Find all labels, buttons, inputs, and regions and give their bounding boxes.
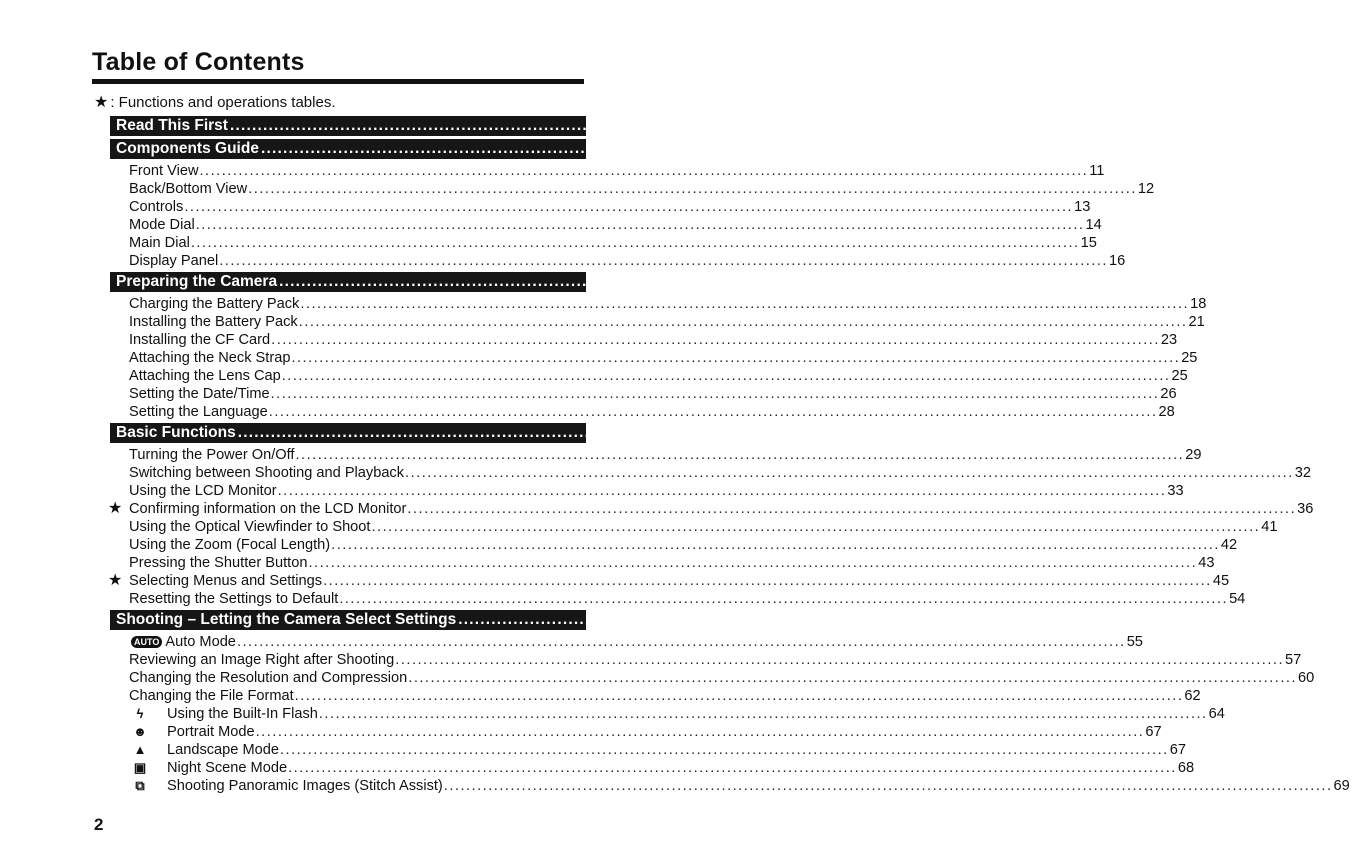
entry-title: Switching between Shooting and Playback [129,465,405,481]
entry-page-number: 13 [1074,199,1091,215]
toc-entry-row [129,180,1155,198]
dot-leader: ................................................................................................................................................................ [277,483,1167,499]
toc-entry[interactable] [0,651,1302,669]
entry-page-number: 67 [1169,742,1186,758]
table-of-contents [0,114,1358,795]
toc-entry[interactable] [0,759,1195,777]
dot-leader: ................................................................................................................................................................ [248,181,1137,197]
entry-title: Night Scene Mode [167,760,288,776]
entry-title: Selecting Menus and Settings [129,573,323,589]
entry-page-number: 16 [1108,253,1126,269]
section-title: Components Guide [116,140,259,157]
toc-entry-row [129,518,1278,536]
section-header[interactable] [110,272,1180,292]
toc-entry-row [129,367,1188,385]
entry-title: Back/Bottom View [129,181,248,197]
entry-title [131,633,236,651]
entry-title: Confirming information on the LCD Monitor [129,501,407,517]
toc-entry[interactable] [0,669,1315,687]
entry-page-number: 25 [1171,368,1188,384]
toc-entry[interactable] [0,446,1202,464]
toc-entry-row [129,313,1205,331]
dot-leader: ................................................................................................................................................................ [300,296,1190,312]
toc-entry-row [167,705,1225,723]
entry-title: Reviewing an Image Right after Shooting [129,652,395,668]
entry-page-number: 67 [1145,724,1162,740]
section-page-number: 5 [1113,117,1122,134]
entry-title: Using the Zoom (Focal Length) [129,537,331,553]
toc-entry[interactable] [0,705,1225,723]
entry-page-number: 12 [1137,181,1155,197]
toc-entry[interactable] [0,295,1207,313]
entry-page-number: 45 [1212,573,1230,589]
toc-entry-row [131,633,1143,651]
entry-page-number: 25 [1181,350,1198,366]
star-icon: ★ [108,500,123,517]
dot-leader: ................................................................................................................................................................ [279,742,1169,758]
toc-entry-row [129,295,1207,313]
toc-entry-row [167,741,1186,759]
entry-title: Mode Dial [129,217,195,233]
entry-title: Installing the CF Card [129,332,271,348]
toc-entry[interactable] [0,180,1155,198]
dot-leader: ................................................................................................................................................................ [323,573,1212,589]
entry-page-number: 18 [1190,296,1207,312]
dot-leader: ................................................................................................................................................................ [371,519,1261,535]
toc-entry-row [129,590,1246,608]
dot-leader: ................................................................................................................................................................ [195,217,1085,233]
toc-entry-row [129,464,1312,482]
entry-page-number: 60 [1298,670,1315,686]
dot-leader: ................................................................................................................................................................ [281,368,1171,384]
legend [94,92,335,112]
toc-entry[interactable] [0,741,1186,759]
entry-title: Pressing the Shutter Button [129,555,308,571]
entry-page-number: 62 [1184,688,1201,704]
entry-title: Landscape Mode [167,742,279,758]
dot-leader: ................................................................................................................................................................ [237,424,1119,441]
toc-entry[interactable] [0,590,1246,608]
portrait-icon: ☻ [133,724,147,739]
toc-entry[interactable] [0,633,1143,651]
entry-page-number: 54 [1229,591,1246,607]
entry-page-number: 57 [1285,652,1302,668]
toc-entry[interactable] [0,313,1205,331]
toc-entry[interactable] [0,349,1198,367]
dot-leader: ................................................................................................................................................................ [407,501,1297,517]
toc-entry-row [129,687,1201,705]
dot-leader: ................................................................................................................................................................ [291,350,1181,366]
page-title: Table of Contents [92,48,305,76]
entry-title-text: Auto Mode [165,634,236,650]
entry-title: Attaching the Neck Strap [129,350,291,366]
dot-leader: ................................................................................................................................................................ [318,706,1208,722]
toc-entry-row [167,759,1195,777]
dot-leader: ................................................................................................................................................................ [298,314,1188,330]
dot-leader: ................................................................................................................................................................ [260,140,1142,157]
section-page-number: 11 [1143,140,1161,157]
entry-page-number: 36 [1297,501,1314,517]
entry-title: Display Panel [129,253,219,269]
entry-page-number: 33 [1167,483,1184,499]
title-rule [92,79,584,84]
toc-entry[interactable] [0,482,1184,500]
entry-title: Resetting the Settings to Default [129,591,339,607]
legend-text: : Functions and operations tables. [110,94,336,111]
dot-leader: ................................................................................................................................................................ [288,760,1177,776]
entry-title: Setting the Date/Time [129,386,270,402]
section-header[interactable] [110,423,1138,443]
toc-entry-row [129,349,1198,367]
dot-leader: ................................................................................................................................................................ [294,688,1184,704]
entry-title: Controls [129,199,184,215]
toc-entry[interactable] [0,403,1175,421]
toc-entry[interactable] [0,367,1188,385]
dot-leader: ................................................................................................................................................................ [270,386,1160,402]
toc-entry-row [129,651,1302,669]
toc-entry[interactable] [0,216,1102,234]
entry-title: Changing the Resolution and Compression [129,670,408,686]
toc-entry[interactable] [0,687,1201,705]
entry-page-number: 26 [1160,386,1177,402]
toc-entry-row [129,669,1315,687]
toc-entry[interactable] [0,385,1177,403]
entry-page-number: 14 [1085,217,1102,233]
dot-leader: ................................................................................................................................................................ [268,404,1158,420]
toc-entry-row [129,403,1175,421]
toc-entry[interactable] [0,518,1278,536]
entry-page-number: 21 [1188,314,1205,330]
toc-entry-row [129,234,1097,252]
toc-entry-row [167,723,1162,741]
entry-title: Charging the Battery Pack [129,296,300,312]
toc-entry[interactable] [0,252,1126,270]
page-number: 2 [94,815,104,834]
dot-leader: ................................................................................................................................................................ [405,465,1294,481]
entry-title: Turning the Power On/Off [129,447,295,463]
section-header[interactable] [110,610,1358,630]
section-header[interactable] [110,139,1161,159]
toc-entry-row [129,331,1178,349]
toc-entry-row [129,482,1184,500]
entry-page-number: 11 [1089,163,1105,179]
dot-leader: ................................................................................................................................................................ [443,778,1333,794]
section-title: Shooting – Letting the Camera Select Settings [116,611,457,628]
entry-title: Using the Built-In Flash [167,706,318,722]
entry-title: Shooting Panoramic Images (Stitch Assist) [167,778,443,794]
dot-leader: ................................................................................................................................................................ [331,537,1220,553]
entry-title: Main Dial [129,235,190,251]
toc-entry[interactable] [0,554,1215,572]
star-icon: ★ [108,572,123,589]
toc-entry[interactable] [0,500,1314,518]
entry-page-number: 55 [1126,634,1143,650]
dot-leader: ................................................................................................................................................................ [395,652,1285,668]
toc-entry-row [129,162,1105,180]
dot-leader: ................................................................................................................................................................ [184,199,1074,215]
flash-icon: ϟ [136,706,144,721]
toc-entry[interactable] [0,162,1105,180]
entry-title: Portrait Mode [167,724,255,740]
entry-title: Setting the Language [129,404,268,420]
entry-title: Using the Optical Viewfinder to Shoot [129,519,371,535]
dot-leader: ................................................................................................................................................................ [279,273,1161,290]
auto-mode-icon: AUTO [131,636,162,648]
toc-entry[interactable] [0,777,1350,795]
toc-entry[interactable] [0,198,1091,216]
section-page-number: 55 [1341,611,1358,628]
toc-entry[interactable] [0,464,1312,482]
entry-page-number: 69 [1333,778,1350,794]
section-title: Basic Functions [116,424,236,441]
toc-entry-row [129,572,1230,590]
toc-entry-row [129,500,1314,518]
dot-leader: ................................................................................................................................................................ [308,555,1198,571]
toc-entry-row [129,198,1091,216]
toc-entry[interactable] [0,234,1097,252]
section-page-number: 29 [1120,424,1138,441]
entry-page-number: 42 [1220,537,1238,553]
section-page-number: 18 [1162,273,1180,290]
section-title: Preparing the Camera [116,273,278,290]
entry-title: Using the LCD Monitor [129,483,277,499]
entry-page-number: 28 [1158,404,1175,420]
toc-entry-row [129,216,1102,234]
toc-entry[interactable] [0,572,1230,590]
star-icon: ★ [94,94,109,111]
dot-leader: ................................................................................................................................................................ [229,117,1111,134]
dot-leader: ................................................................................................................................................................ [271,332,1160,348]
dot-leader: ................................................................................................................................................................ [408,670,1298,686]
dot-leader: ................................................................................................................................................................ [219,253,1108,269]
toc-entry-row [129,252,1126,270]
entry-title: Installing the Battery Pack [129,314,298,330]
toc-entry[interactable] [0,536,1238,554]
toc-entry-row [129,385,1177,403]
entry-page-number: 32 [1294,465,1312,481]
toc-entry-row [167,777,1350,795]
entry-page-number: 29 [1185,447,1202,463]
entry-page-number: 68 [1177,760,1195,776]
toc-entry[interactable] [0,331,1178,349]
entry-page-number: 64 [1208,706,1225,722]
stitch-assist-icon: ⧉ [135,778,145,793]
dot-leader: ................................................................................................................................................................ [458,611,1340,628]
entry-page-number: 23 [1160,332,1178,348]
entry-page-number: 41 [1261,519,1278,535]
section-header[interactable] [110,116,1122,136]
dot-leader: ................................................................................................................................................................ [255,724,1145,740]
entry-page-number: 43 [1198,555,1215,571]
toc-entry-row [129,446,1202,464]
landscape-icon: ▲ [133,742,147,757]
section-title: Read This First [116,117,228,134]
entry-title: Attaching the Lens Cap [129,368,281,384]
toc-entry-row [129,536,1238,554]
dot-leader: ................................................................................................................................................................ [199,163,1089,179]
night-scene-icon: ▣ [133,760,147,775]
entry-title: Changing the File Format [129,688,294,704]
dot-leader: ................................................................................................................................................................ [295,447,1185,463]
entry-title: Front View [129,163,199,179]
dot-leader: ................................................................................................................................................................ [190,235,1080,251]
entry-page-number: 15 [1080,235,1097,251]
dot-leader: ................................................................................................................................................................ [236,634,1126,650]
toc-entry-row [129,554,1215,572]
toc-entry[interactable] [0,723,1162,741]
dot-leader: ................................................................................................................................................................ [339,591,1229,607]
